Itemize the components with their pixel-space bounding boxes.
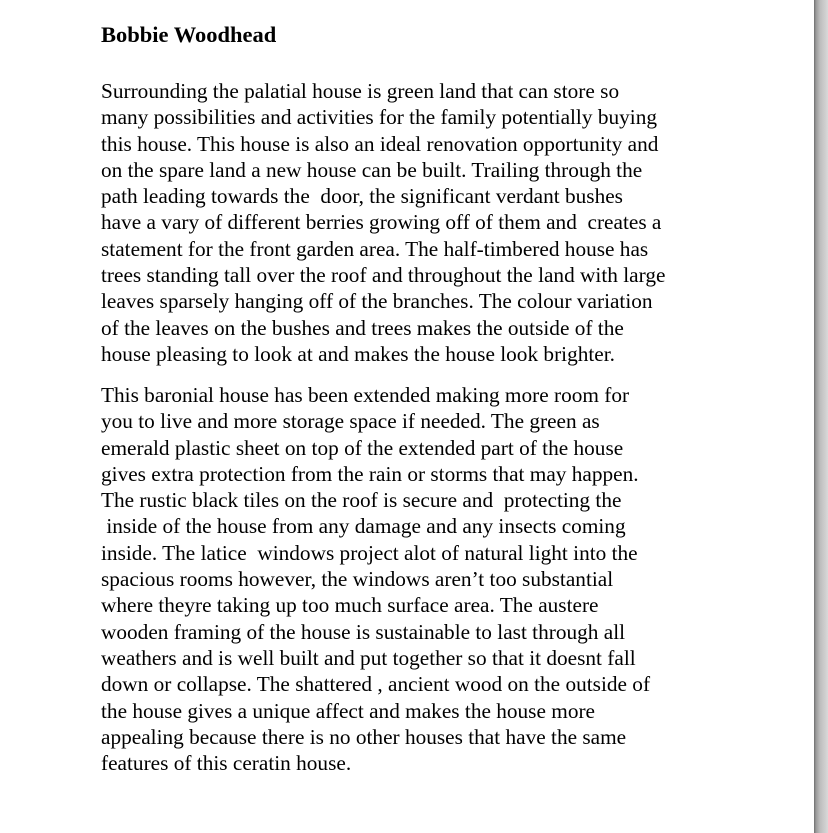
text-line: house pleasing to look at and makes the house look brighter.	[101, 341, 615, 366]
text-line: trees standing tall over the roof and throughout the land with large	[101, 263, 666, 288]
text-line: wooden framing of the house is sustainable to last through all	[101, 619, 626, 644]
text-line: The rustic black tiles on the roof is secure and protecting the	[101, 488, 622, 513]
text-line: appealing because there is no other houses that have the same	[101, 724, 627, 749]
text-line: statement for the front garden area. The half-timbered house has	[101, 236, 649, 261]
text-line: leaves sparsely hanging off of the branches. The colour variation	[101, 289, 653, 314]
text-line: have a vary of different berries growing off of them and creates a	[101, 210, 662, 235]
text-line: path leading towards the door, the significant verdant bushes	[101, 184, 623, 209]
paragraph-1	[101, 78, 665, 367]
text-line: on the spare land a new house can be built. Trailing through the	[101, 157, 643, 182]
text-line: features of this ceratin house.	[101, 751, 352, 776]
text-line: you to live and more storage space if needed. The green as	[101, 409, 600, 434]
text-line: This baronial house has been extended making more room for	[101, 383, 630, 407]
text-line: where theyre taking up too much surface area. The austere	[101, 593, 599, 618]
text-line: many possibilities and activities for the family potentially buying	[101, 105, 657, 130]
text-line: spacious rooms however, the windows aren’t too substantial	[101, 567, 614, 592]
text-line: gives extra protection from the rain or storms that may happen.	[101, 461, 639, 486]
text-line: inside of the house from any damage and any insects coming	[101, 514, 626, 539]
text-line: this house. This house is also an ideal renovation opportunity and	[101, 131, 659, 156]
author-name: Bobbie Woodhead	[101, 22, 277, 47]
text-line: Surrounding the palatial house is green land that can store so	[101, 79, 620, 103]
text-line: weathers and is well built and put together so that it doesnt fall	[101, 645, 636, 670]
text-line: the house gives a unique affect and makes the house more	[101, 698, 596, 723]
text-line: of the leaves on the bushes and trees makes the outside of the	[101, 315, 624, 340]
paragraph-2	[101, 382, 650, 776]
text-line: emerald plastic sheet on top of the extended part of the house	[101, 435, 624, 460]
page-edge-shadow	[814, 0, 828, 833]
text-line: inside. The latice windows project alot of natural light into the	[101, 540, 638, 565]
text-line: down or collapse. The shattered , ancient wood on the outside of	[101, 672, 651, 697]
